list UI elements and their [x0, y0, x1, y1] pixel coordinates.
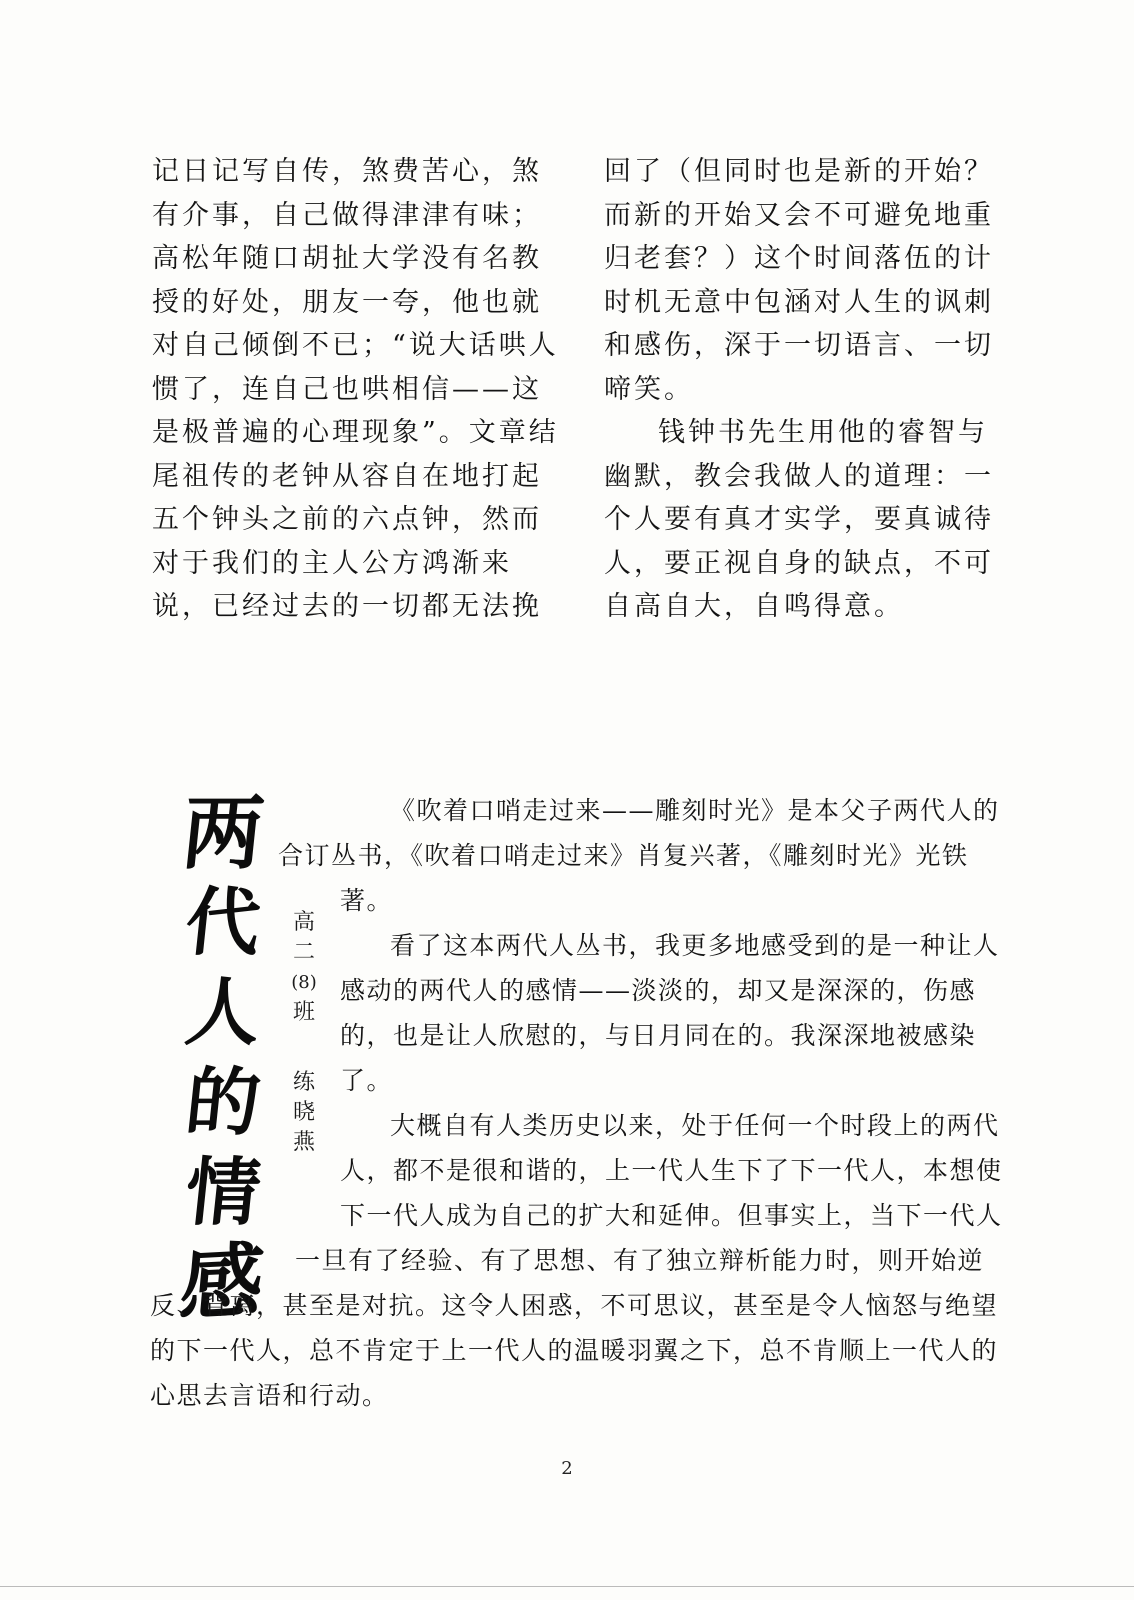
title-char: 的 — [180, 1060, 265, 1146]
class-char: (8) — [291, 972, 317, 993]
class-char: 班 — [292, 1000, 315, 1025]
article-paragraph: 《吹着口哨走过来——雕刻时光》是本父子两代人的合订丛书，《吹着口哨走过来》肖复兴著，《雕刻时光》光铁著。 — [278, 796, 1000, 915]
title-char: 代 — [180, 880, 265, 966]
title-char: 两 — [177, 786, 268, 880]
title-char: 人 — [180, 970, 265, 1056]
paragraph: 记日记写自传，煞费苦心，煞有介事，自己做得津津有味；高松年随口胡扯大学没有名教授的好处，朋友一夸，他也就对自己倾倒不已；“说大话哄人惯了，连自己也哄相信——这是极普遍的心理现象”。文章结尾祖传的老钟从容自在地打起五个钟头之前的六点钟，然而对于我们的主人公方鸿渐来说，已经过去的一切都无法挽 — [152, 156, 559, 622]
article-body — [150, 788, 1012, 1418]
top-left-column — [152, 150, 562, 629]
author-char: 晓 — [292, 1100, 315, 1125]
page-number: 2 — [561, 1458, 573, 1479]
article-paragraph: 看了这本两代人丛书，我更多地感受到的是一种让人感动的两代人的感情——淡淡的，却又是深深的，伤感的，也是让人欣慰的，与日月同在的。我深深地被感染了。 — [340, 931, 1000, 1095]
title-char: 情 — [180, 1150, 265, 1236]
class-char: 二 — [292, 940, 315, 965]
top-right-column — [604, 150, 1016, 629]
paragraph: 回了（但同时也是新的开始？而新的开始又会不可避免地重归老套？）这个时间落伍的计时机无意中包涵对人生的讽刺和感伤，深于一切语言、一切啼笑。 — [604, 156, 994, 405]
page-edge-line — [0, 1586, 1134, 1587]
title-char: 感 — [177, 1232, 268, 1334]
author-char: 练 — [292, 1070, 315, 1095]
paragraph: 钱钟书先生用他的睿智与幽默，教会我做人的道理：一个人要有真才实学，要真诚待人，要正视自身的缺点，不可自高自大，自鸣得意。 — [604, 417, 994, 622]
author-char: 燕 — [292, 1130, 315, 1155]
class-char: 高 — [292, 910, 315, 935]
article-paragraph: 大概自有人类历史以来，处于任何一个时段上的两代人，都不是很和谐的，上一代人生下了下一代人，本想使下一代人成为自己的扩大和延伸。但事实上，当下一代人一旦有了经验、有了思想、有了独立辩析能力时，则开始逆反、背离，甚至是对抗。这令人困惑，不可思议，甚至是令人恼怒与绝望的下一代人，总不肯定于上一代人的温暖羽翼之下，总不肯顺上一代人的心思去言语和行动。 — [150, 1111, 1003, 1410]
